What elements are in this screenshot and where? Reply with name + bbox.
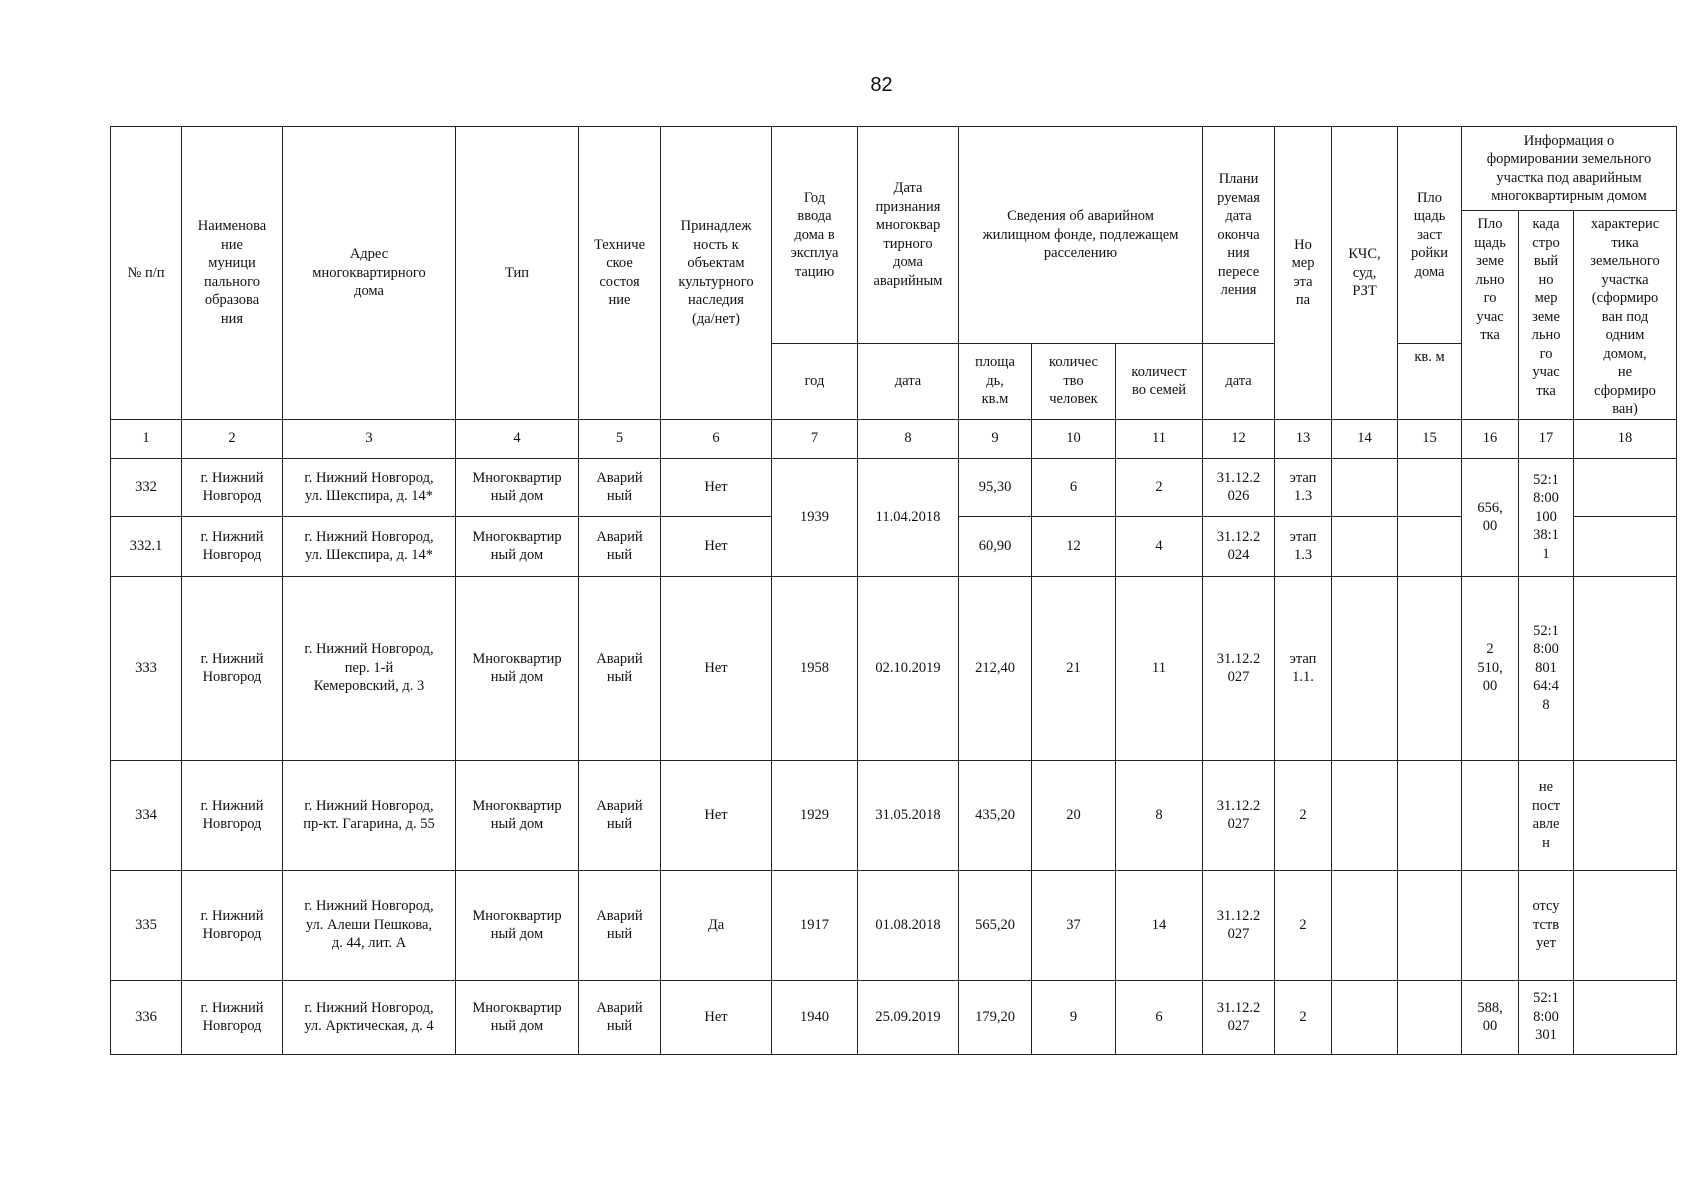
cell-area: 179,20 xyxy=(959,980,1032,1054)
header-municipality: Наименова ние муници пального образова ния xyxy=(182,127,283,420)
cell-plot-area: 588, 00 xyxy=(1462,980,1519,1054)
cell-people: 20 xyxy=(1032,760,1116,870)
cell-building-area xyxy=(1398,760,1462,870)
cell-date: 02.10.2019 xyxy=(858,576,959,760)
cell-area: 60,90 xyxy=(959,516,1032,576)
cell-people: 6 xyxy=(1032,458,1116,516)
table-row xyxy=(111,760,1677,870)
column-number: 16 xyxy=(1462,419,1519,458)
cell-heritage: Да xyxy=(661,870,772,980)
table-row xyxy=(111,980,1677,1054)
page-number: 82 xyxy=(870,74,893,96)
column-number: 2 xyxy=(182,419,283,458)
header-building-area: Пло щадь заст ройки дома xyxy=(1398,127,1462,344)
cell-kchs xyxy=(1332,760,1398,870)
column-number: 7 xyxy=(772,419,858,458)
cell-state: Аварий ный xyxy=(579,870,661,980)
cell-plot-area xyxy=(1462,870,1519,980)
cell-type: Многоквартир ный дом xyxy=(456,576,579,760)
cell-plot-characteristic xyxy=(1574,576,1677,760)
column-number: 4 xyxy=(456,419,579,458)
column-number: 12 xyxy=(1203,419,1275,458)
column-number: 18 xyxy=(1574,419,1677,458)
cell-building-area xyxy=(1398,516,1462,576)
cell-area: 95,30 xyxy=(959,458,1032,516)
cell-type: Многоквартир ный дом xyxy=(456,870,579,980)
cell-heritage: Нет xyxy=(661,576,772,760)
cell-area: 435,20 xyxy=(959,760,1032,870)
cell-heritage: Нет xyxy=(661,458,772,516)
header-emergency-fund: Сведения об аварийном жилищном фонде, подлежащем расселению xyxy=(959,127,1203,344)
cell-stage: этап 1.1. xyxy=(1275,576,1332,760)
cell-number: 336 xyxy=(111,980,182,1054)
cell-cadastral-number: 52:1 8:00 301 xyxy=(1519,980,1574,1054)
cell-cadastral-number: отсу тств ует xyxy=(1519,870,1574,980)
cell-area: 212,40 xyxy=(959,576,1032,760)
cell-address: г. Нижний Новгород, ул. Шекспира, д. 14* xyxy=(283,516,456,576)
cell-number: 332 xyxy=(111,458,182,516)
header-planned-resettlement: Плани руемая дата оконча ния пересе ления xyxy=(1203,127,1275,344)
cell-address: г. Нижний Новгород, пер. 1-й Кемеровский, д. 3 xyxy=(283,576,456,760)
cell-area: 565,20 xyxy=(959,870,1032,980)
cell-families: 11 xyxy=(1116,576,1203,760)
header-plot-area: Пло щадь земе льно го учас тка xyxy=(1462,211,1519,420)
cell-number: 332.1 xyxy=(111,516,182,576)
cell-address: г. Нижний Новгород, ул. Алеши Пешкова, д. 44, лит. А xyxy=(283,870,456,980)
cell-families: 8 xyxy=(1116,760,1203,870)
emergency-housing-table xyxy=(110,126,1677,1055)
cell-resettle-date: 31.12.2 027 xyxy=(1203,576,1275,760)
cell-year: 1929 xyxy=(772,760,858,870)
cell-year: 1958 xyxy=(772,576,858,760)
cell-resettle-date: 31.12.2 024 xyxy=(1203,516,1275,576)
table-row xyxy=(111,870,1677,980)
cell-kchs xyxy=(1332,870,1398,980)
cell-municipality: г. Нижний Новгород xyxy=(182,516,283,576)
cell-address: г. Нижний Новгород, ул. Арктическая, д. 4 xyxy=(283,980,456,1054)
header-number: № п/п xyxy=(111,127,182,420)
table-row xyxy=(111,458,1677,516)
cell-state: Аварий ный xyxy=(579,458,661,516)
cell-building-area xyxy=(1398,576,1462,760)
cell-plot-characteristic xyxy=(1574,458,1677,516)
cell-state: Аварий ный xyxy=(579,576,661,760)
cell-number: 335 xyxy=(111,870,182,980)
cell-heritage: Нет xyxy=(661,516,772,576)
cell-type: Многоквартир ный дом xyxy=(456,980,579,1054)
column-number: 6 xyxy=(661,419,772,458)
cell-stage: этап 1.3 xyxy=(1275,458,1332,516)
header-heritage: Принадлеж ность к объектам культурного наследия (да/нет) xyxy=(661,127,772,420)
column-number: 5 xyxy=(579,419,661,458)
cell-families: 2 xyxy=(1116,458,1203,516)
subheader-people: количес тво человек xyxy=(1032,343,1116,419)
column-number-row xyxy=(111,419,1677,458)
cell-stage: 2 xyxy=(1275,760,1332,870)
cell-heritage: Нет xyxy=(661,760,772,870)
subheader-year: год xyxy=(772,343,858,419)
header-land-plot-info: Информация о формировании земельного участка под аварийным многоквартирным домом xyxy=(1462,127,1677,211)
cell-building-area xyxy=(1398,980,1462,1054)
cell-cadastral-number: 52:1 8:00 100 38:1 1 xyxy=(1519,458,1574,576)
cell-kchs xyxy=(1332,576,1398,760)
cell-type: Многоквартир ный дом xyxy=(456,516,579,576)
cell-date: 25.09.2019 xyxy=(858,980,959,1054)
column-number: 17 xyxy=(1519,419,1574,458)
cell-year: 1940 xyxy=(772,980,858,1054)
cell-plot-area xyxy=(1462,760,1519,870)
cell-municipality: г. Нижний Новгород xyxy=(182,576,283,760)
cell-number: 334 xyxy=(111,760,182,870)
cell-state: Аварий ный xyxy=(579,516,661,576)
cell-kchs xyxy=(1332,458,1398,516)
cell-plot-area: 656, 00 xyxy=(1462,458,1519,576)
header-plot-characteristic: характерис тика земельного участка (сформиро ван под одним домом, не сформиро ван) xyxy=(1574,211,1677,420)
column-number: 9 xyxy=(959,419,1032,458)
header-address: Адрес многоквартирного дома xyxy=(283,127,456,420)
cell-building-area xyxy=(1398,870,1462,980)
cell-plot-characteristic xyxy=(1574,870,1677,980)
cell-municipality: г. Нижний Новгород xyxy=(182,980,283,1054)
cell-families: 4 xyxy=(1116,516,1203,576)
header-kchs: КЧС, суд, РЗТ xyxy=(1332,127,1398,420)
cell-state: Аварий ный xyxy=(579,980,661,1054)
header-tech-state: Техниче ское состоя ние xyxy=(579,127,661,420)
cell-resettle-date: 31.12.2 027 xyxy=(1203,980,1275,1054)
header-year-commission: Год ввода дома в эксплуа тацию xyxy=(772,127,858,344)
subheader-families: количест во семей xyxy=(1116,343,1203,419)
cell-heritage: Нет xyxy=(661,980,772,1054)
cell-address: г. Нижний Новгород, ул. Шекспира, д. 14* xyxy=(283,458,456,516)
cell-plot-area: 2 510, 00 xyxy=(1462,576,1519,760)
cell-type: Многоквартир ный дом xyxy=(456,458,579,516)
cell-municipality: г. Нижний Новгород xyxy=(182,870,283,980)
column-number: 8 xyxy=(858,419,959,458)
cell-kchs xyxy=(1332,516,1398,576)
cell-municipality: г. Нижний Новгород xyxy=(182,458,283,516)
cell-address: г. Нижний Новгород, пр-кт. Гагарина, д. 55 xyxy=(283,760,456,870)
header-stage-number: Но мер эта па xyxy=(1275,127,1332,420)
column-number: 11 xyxy=(1116,419,1203,458)
subheader-sq-m: кв. м xyxy=(1398,343,1462,419)
cell-date: 11.04.2018 xyxy=(858,458,959,576)
cell-resettle-date: 31.12.2 027 xyxy=(1203,760,1275,870)
cell-resettle-date: 31.12.2 026 xyxy=(1203,458,1275,516)
column-number: 14 xyxy=(1332,419,1398,458)
cell-number: 333 xyxy=(111,576,182,760)
header-cadastral-number: када стро вый но мер земе льно го учас тка xyxy=(1519,211,1574,420)
cell-municipality: г. Нижний Новгород xyxy=(182,760,283,870)
cell-plot-characteristic xyxy=(1574,760,1677,870)
column-number: 3 xyxy=(283,419,456,458)
subheader-resettle-date: дата xyxy=(1203,343,1275,419)
cell-state: Аварий ный xyxy=(579,760,661,870)
cell-stage: этап 1.3 xyxy=(1275,516,1332,576)
subheader-area: площа дь, кв.м xyxy=(959,343,1032,419)
cell-cadastral-number: 52:1 8:00 801 64:4 8 xyxy=(1519,576,1574,760)
cell-people: 12 xyxy=(1032,516,1116,576)
cell-resettle-date: 31.12.2 027 xyxy=(1203,870,1275,980)
cell-plot-characteristic xyxy=(1574,516,1677,576)
header-recognition-date: Дата признания многоквар тирного дома аварийным xyxy=(858,127,959,344)
cell-type: Многоквартир ный дом xyxy=(456,760,579,870)
column-number: 13 xyxy=(1275,419,1332,458)
header-type: Тип xyxy=(456,127,579,420)
cell-stage: 2 xyxy=(1275,980,1332,1054)
cell-people: 37 xyxy=(1032,870,1116,980)
cell-cadastral-number: не пост авле н xyxy=(1519,760,1574,870)
cell-stage: 2 xyxy=(1275,870,1332,980)
table-row xyxy=(111,576,1677,760)
column-number: 10 xyxy=(1032,419,1116,458)
subheader-date: дата xyxy=(858,343,959,419)
cell-year: 1939 xyxy=(772,458,858,576)
cell-year: 1917 xyxy=(772,870,858,980)
cell-people: 9 xyxy=(1032,980,1116,1054)
cell-families: 6 xyxy=(1116,980,1203,1054)
cell-plot-characteristic xyxy=(1574,980,1677,1054)
cell-building-area xyxy=(1398,458,1462,516)
cell-kchs xyxy=(1332,980,1398,1054)
column-number: 1 xyxy=(111,419,182,458)
cell-families: 14 xyxy=(1116,870,1203,980)
column-number: 15 xyxy=(1398,419,1462,458)
cell-people: 21 xyxy=(1032,576,1116,760)
cell-date: 31.05.2018 xyxy=(858,760,959,870)
cell-date: 01.08.2018 xyxy=(858,870,959,980)
